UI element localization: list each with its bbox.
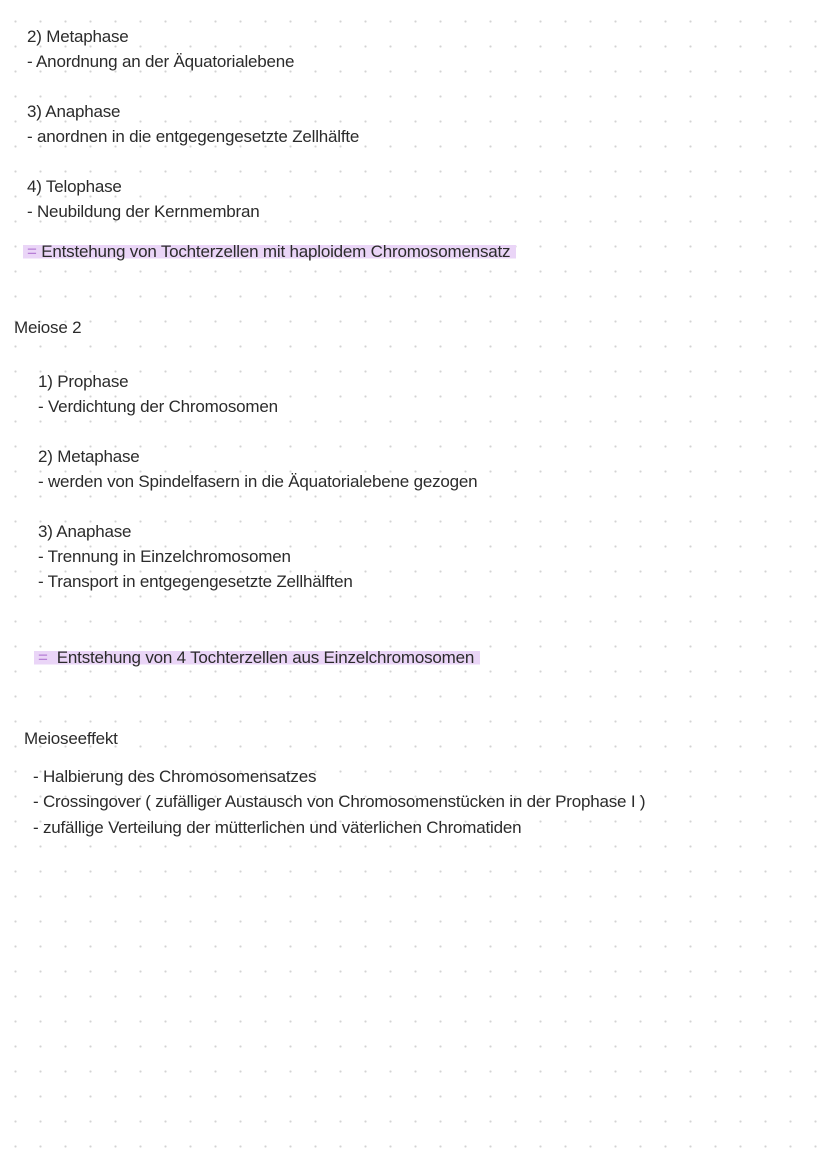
meiose1-telophase-item: - Neubildung der Kernmembran — [27, 202, 260, 221]
meiose2-result — [38, 647, 480, 669]
meiose2-result-text: Entstehung von 4 Tochterzellen aus Einzelchromosomen — [56, 648, 475, 667]
meiose1-anaphase-item: - anordnen in die entgegengesetzte Zellhälfte — [27, 127, 360, 146]
meioseeffekt-item-2: - Crossingover ( zufälliger Austausch von Chromosomenstücken in der Prophase I ) — [33, 792, 646, 811]
meiose1-anaphase-title: 3) Anaphase — [27, 102, 121, 121]
meiose1-result-text: Entstehung von Tochterzellen mit haploidem Chromosomensatz — [41, 242, 511, 261]
meiose1-result — [27, 241, 516, 263]
meiose2-anaphase-item-1: - Trennung in Einzelchromosomen — [38, 547, 291, 566]
meiose2-anaphase-item-2: - Transport in entgegengesetzte Zellhälften — [38, 572, 353, 591]
equals-sign: = — [27, 242, 37, 261]
meiose2-anaphase-title: 3) Anaphase — [38, 522, 132, 541]
meiose2-prophase-title: 1) Prophase — [38, 372, 129, 391]
meiose1-telophase-title: 4) Telophase — [27, 177, 122, 196]
meiose1-metaphase-item: - Anordnung an der Äquatorialebene — [27, 52, 295, 71]
meioseeffekt-item-1: - Halbierung des Chromosomensatzes — [33, 767, 317, 786]
meiose2-heading: Meiose 2 — [14, 318, 82, 337]
meiose1-metaphase-title: 2) Metaphase — [27, 27, 129, 46]
meiose2-metaphase-title: 2) Metaphase — [38, 447, 140, 466]
meioseeffekt-item-3: - zufällige Verteilung der mütterlichen und väterlichen Chromatiden — [33, 818, 522, 837]
meiose2-metaphase-item: - werden von Spindelfasern in die Äquatorialebene gezogen — [38, 472, 478, 491]
equals-sign: = — [38, 648, 48, 667]
meioseeffekt-heading: Meioseeffekt — [24, 729, 118, 748]
meiose2-prophase-item: - Verdichtung der Chromosomen — [38, 397, 278, 416]
